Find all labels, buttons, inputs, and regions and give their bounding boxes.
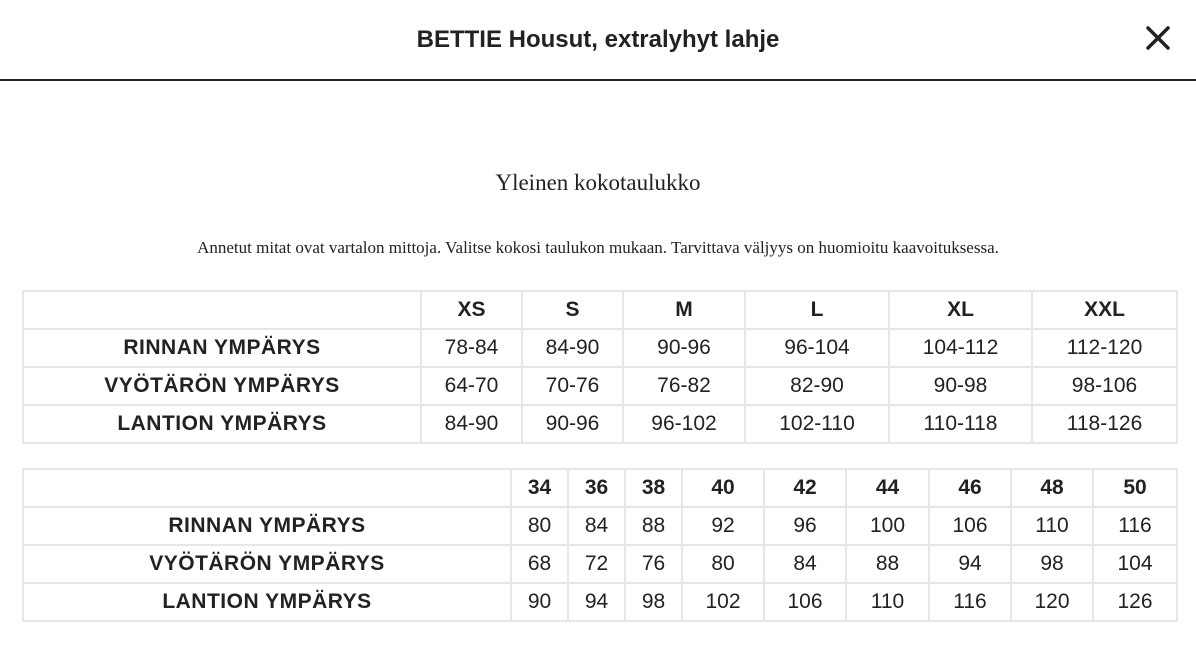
- table-cell: 68: [511, 545, 568, 583]
- row-label: VYÖTÄRÖN YMPÄRYS: [23, 545, 511, 583]
- table-header-cell: 46: [929, 469, 1011, 507]
- table-header-cell: [23, 469, 511, 507]
- table-cell: 92: [682, 507, 764, 545]
- table-cell: 110-118: [889, 405, 1032, 443]
- close-button[interactable]: [1142, 22, 1174, 54]
- table-cell: 110: [1011, 507, 1093, 545]
- table-header-cell: 38: [625, 469, 682, 507]
- table-cell: 126: [1093, 583, 1177, 621]
- close-icon: [1142, 22, 1174, 54]
- table-cell: 116: [929, 583, 1011, 621]
- row-label: RINNAN YMPÄRYS: [23, 329, 421, 367]
- table-cell: 84-90: [421, 405, 522, 443]
- table-cell: 102: [682, 583, 764, 621]
- table-header-cell: XXL: [1032, 291, 1177, 329]
- table-row: [23, 367, 1177, 405]
- table-header-cell: 36: [568, 469, 625, 507]
- table-cell: 76: [625, 545, 682, 583]
- table-header-row: [23, 469, 1177, 507]
- row-label: LANTION YMPÄRYS: [23, 405, 421, 443]
- table-header-cell: M: [623, 291, 745, 329]
- table-header-cell: 42: [764, 469, 846, 507]
- table-cell: 96: [764, 507, 846, 545]
- size-chart-intro: Annetut mitat ovat vartalon mittoja. Valitse kokosi taulukon mukaan. Tarvittava väljyys on huomioitu kaavoituksessa.: [197, 238, 999, 257]
- modal-header: [0, 0, 1196, 81]
- table-cell: 118-126: [1032, 405, 1177, 443]
- table-cell: 90-96: [623, 329, 745, 367]
- letter-size-table: [22, 290, 1178, 444]
- table-cell: 84: [764, 545, 846, 583]
- table-row: [23, 583, 1177, 621]
- table-header-cell: XL: [889, 291, 1032, 329]
- table-row: [23, 545, 1177, 583]
- row-label: RINNAN YMPÄRYS: [23, 507, 511, 545]
- table-cell: 88: [846, 545, 929, 583]
- table-cell: 80: [682, 545, 764, 583]
- number-size-table: [22, 468, 1178, 622]
- table-cell: 94: [568, 583, 625, 621]
- table-cell: 80: [511, 507, 568, 545]
- table-cell: 78-84: [421, 329, 522, 367]
- table-cell: 116: [1093, 507, 1177, 545]
- table-cell: 90-96: [522, 405, 623, 443]
- table-cell: 84: [568, 507, 625, 545]
- table-cell: 96-102: [623, 405, 745, 443]
- table-cell: 120: [1011, 583, 1093, 621]
- row-label: VYÖTÄRÖN YMPÄRYS: [23, 367, 421, 405]
- table-header-cell: 50: [1093, 469, 1177, 507]
- table-cell: 90-98: [889, 367, 1032, 405]
- table-cell: 88: [625, 507, 682, 545]
- table-cell: 106: [764, 583, 846, 621]
- modal-title: BETTIE Housut, extralyhyt lahje: [416, 26, 780, 53]
- table-header-cell: XS: [421, 291, 522, 329]
- table-header-cell: 44: [846, 469, 929, 507]
- table-cell: 72: [568, 545, 625, 583]
- table-cell: 100: [846, 507, 929, 545]
- table-header-row: [23, 291, 1177, 329]
- table-row: [23, 329, 1177, 367]
- table-cell: 110: [846, 583, 929, 621]
- table-cell: 104: [1093, 545, 1177, 583]
- table-header-cell: 34: [511, 469, 568, 507]
- table-cell: 70-76: [522, 367, 623, 405]
- table-cell: 82-90: [745, 367, 889, 405]
- table-cell: 64-70: [421, 367, 522, 405]
- table-cell: 106: [929, 507, 1011, 545]
- table-header-cell: 48: [1011, 469, 1093, 507]
- table-cell: 94: [929, 545, 1011, 583]
- table-cell: 98: [1011, 545, 1093, 583]
- table-cell: 112-120: [1032, 329, 1177, 367]
- table-cell: 90: [511, 583, 568, 621]
- table-header-cell: [23, 291, 421, 329]
- table-header-cell: S: [522, 291, 623, 329]
- table-row: [23, 507, 1177, 545]
- table-header-cell: L: [745, 291, 889, 329]
- table-cell: 104-112: [889, 329, 1032, 367]
- table-cell: 84-90: [522, 329, 623, 367]
- table-cell: 76-82: [623, 367, 745, 405]
- table-header-cell: 40: [682, 469, 764, 507]
- table-cell: 98-106: [1032, 367, 1177, 405]
- table-cell: 98: [625, 583, 682, 621]
- row-label: LANTION YMPÄRYS: [23, 583, 511, 621]
- size-chart-title: Yleinen kokotaulukko: [495, 170, 701, 195]
- table-row: [23, 405, 1177, 443]
- table-cell: 96-104: [745, 329, 889, 367]
- table-cell: 102-110: [745, 405, 889, 443]
